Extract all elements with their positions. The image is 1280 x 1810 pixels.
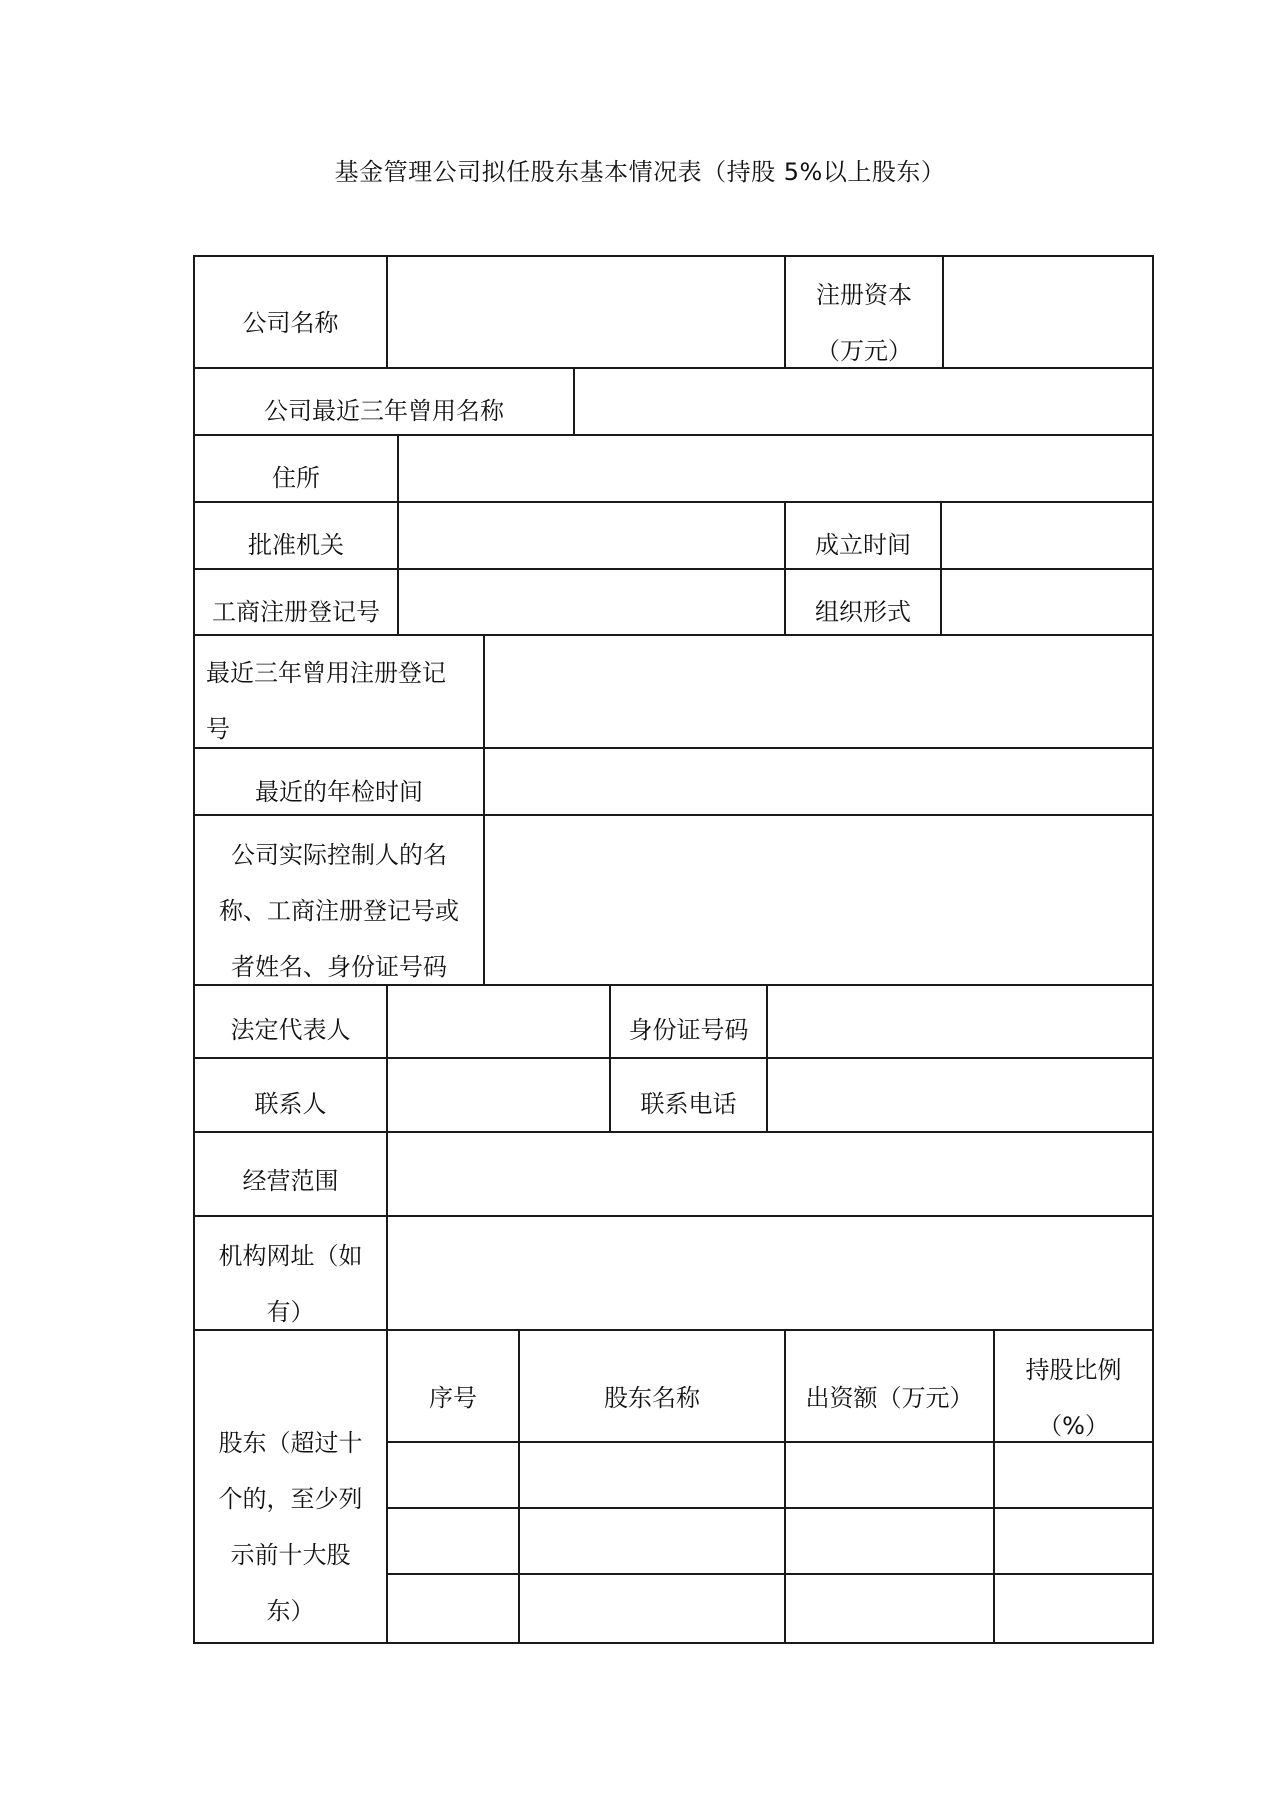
label-text: 持股比例 [1025,1356,1122,1384]
table-row[interactable] [388,1575,1152,1642]
col-header-no [388,1370,518,1426]
annual-inspection-field[interactable] [485,749,1152,814]
address-field[interactable] [399,436,1152,501]
label-text: 工商注册登记号 [212,598,380,626]
label-text: 最近三年曾用注册登记 [206,659,446,687]
label-text: 批准机关 [248,531,344,559]
established-field[interactable] [942,503,1152,568]
label-text: 联系人 [254,1090,327,1118]
label-text: 身份证号码 [628,1016,749,1044]
legal-rep-field[interactable] [388,986,609,1057]
id-no-label [611,1002,766,1058]
former-reg-no-field[interactable] [485,636,1152,747]
col-header-name [520,1370,784,1426]
contact-field[interactable] [388,1059,609,1131]
shareholders-label [195,1415,386,1639]
label-text: 法定代表人 [230,1016,351,1044]
label-text: 号 [206,715,230,743]
label-text: 者姓名、身份证号码 [231,953,447,981]
phone-field[interactable] [768,1059,1152,1131]
label-text: 经营范围 [242,1167,339,1195]
label-text: 股东（超过十 [218,1429,363,1457]
registered-capital-label [786,267,942,379]
legal-rep-label [195,1002,386,1058]
biz-reg-no-label [195,584,397,640]
label-text: 住所 [272,464,320,492]
label-text: 联系电话 [640,1090,737,1118]
approval-authority-label [195,517,397,573]
approval-authority-field[interactable] [399,503,784,568]
label-text: 有） [266,1298,315,1326]
label-text: 示前十大股 [230,1541,351,1569]
former-names-label [195,383,573,439]
website-field[interactable] [388,1217,1152,1329]
label-text: 公司最近三年曾用名称 [264,397,504,425]
id-no-field[interactable] [768,986,1152,1057]
table-row[interactable] [388,1509,1152,1573]
table-row[interactable] [388,1443,1152,1507]
contact-label [195,1076,386,1132]
address-label [195,450,397,506]
former-reg-no-label [206,645,483,757]
label-text: 公司名称 [242,309,339,337]
registered-capital-field[interactable] [944,257,1152,367]
phone-label [611,1076,766,1132]
label-text: 序号 [429,1384,477,1412]
business-scope-label [195,1153,386,1209]
annual-inspection-label [195,764,483,820]
label-text: 称、工商注册登记号或 [219,897,459,925]
org-form-label [786,584,940,640]
label-text: 东） [266,1597,315,1625]
label-text: （%） [1038,1412,1109,1440]
company-name-label [195,295,386,351]
actual-controller-label [195,827,483,995]
label-text: 公司实际控制人的名 [231,841,447,869]
established-label [786,517,940,573]
col-header-amount [786,1370,993,1426]
col-header-ratio [995,1342,1152,1454]
label-text: 出资额（万元） [805,1384,974,1412]
actual-controller-field[interactable] [485,816,1152,984]
label-text: 股东名称 [604,1384,700,1412]
biz-reg-no-field[interactable] [399,570,784,634]
business-scope-field[interactable] [388,1133,1152,1215]
label-text: 个的，至少列 [218,1485,363,1513]
company-name-field[interactable] [388,257,784,367]
org-form-field[interactable] [942,570,1152,634]
label-text: （万元） [816,337,912,365]
label-text: 最近的年检时间 [255,778,423,806]
website-label [195,1228,386,1340]
label-text: 注册资本 [816,281,912,309]
form-title: 基金管理公司拟任股东基本情况表（持股 5%以上股东） [334,158,946,186]
label-text: 组织形式 [815,598,911,626]
label-text: 成立时间 [815,531,911,559]
former-names-field[interactable] [575,369,1152,434]
label-text: 机构网址（如 [218,1242,363,1270]
